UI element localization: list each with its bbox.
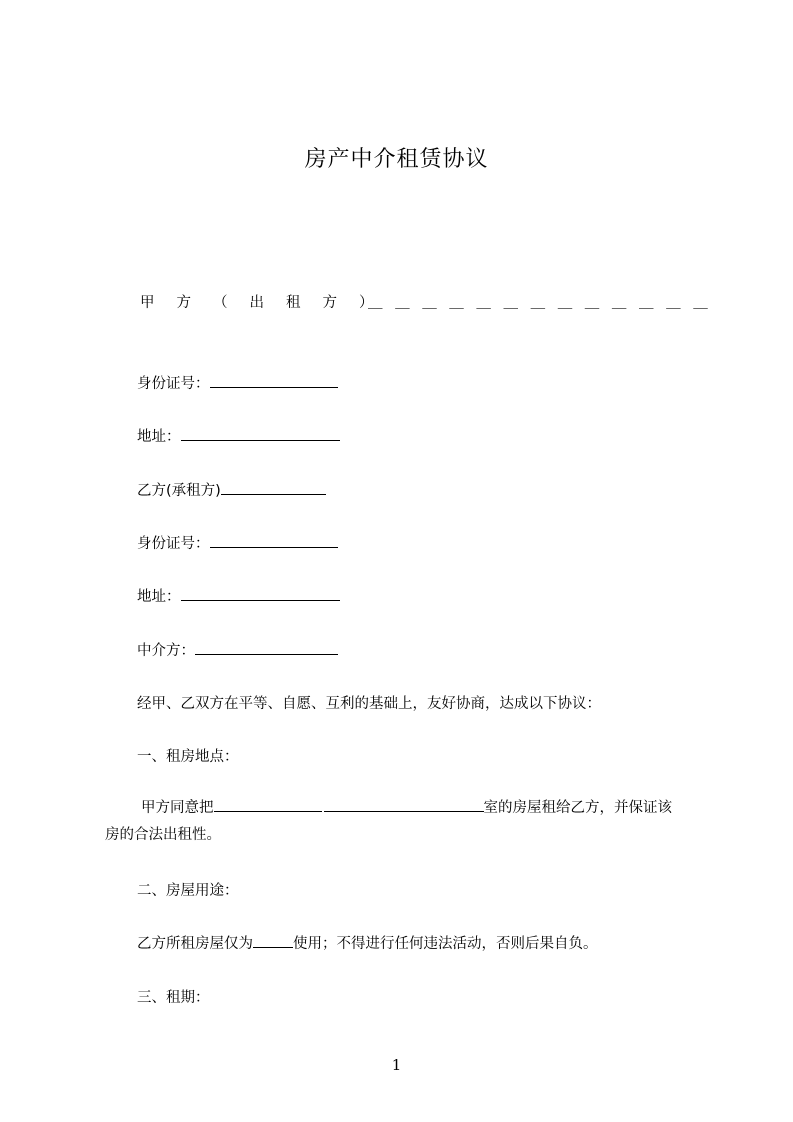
section1-blank-2 (324, 797, 484, 812)
page-number: 1 (391, 1056, 402, 1074)
party-b-line (137, 479, 326, 500)
party-a-address-blank (181, 426, 340, 441)
party-b-blank (221, 480, 326, 495)
party-b-id-label: 身份证号： (137, 536, 210, 552)
section3-heading: 三、租期： (137, 990, 210, 1006)
party-a-id-line (137, 372, 338, 393)
agent-line (137, 639, 338, 660)
party-a-label-text: 甲方（出租方） (140, 295, 396, 311)
section1-heading: 一、租房地点： (137, 749, 239, 765)
section1-pre: 甲方同意把 (141, 800, 214, 816)
party-b-address-blank (181, 586, 340, 601)
section2-paragraph (137, 932, 598, 953)
party-a-blank: ＿＿＿＿＿＿＿＿＿＿＿＿＿ (368, 295, 721, 311)
section1-blank-1 (214, 797, 322, 812)
party-b-id-line (137, 532, 338, 553)
section1-post: 室的房屋租给乙方，并保证该 (483, 800, 672, 816)
party-a-address-label: 地址： (137, 429, 181, 445)
section1-paragraph (105, 795, 705, 849)
section1-line2: 房的合法出租性。 (105, 827, 221, 843)
party-a-address-line (137, 425, 340, 446)
section2-pre: 乙方所租房屋仅为 (137, 936, 253, 952)
party-b-label: 乙方(承租方) (137, 483, 221, 499)
section2-blank (253, 933, 293, 948)
party-a-label (140, 291, 396, 312)
party-a-id-label: 身份证号： (137, 376, 210, 392)
party-b-address-label: 地址： (137, 589, 181, 605)
agent-label: 中介方： (137, 643, 195, 659)
intro-paragraph: 经甲、乙双方在平等、自愿、互利的基础上，友好协商，达成以下协议： (137, 696, 601, 712)
agent-blank (195, 640, 338, 655)
section2-heading: 二、房屋用途： (137, 883, 239, 899)
document-title: 房产中介租赁协议 (304, 147, 489, 172)
party-b-id-blank (210, 533, 338, 548)
section2-post: 使用；不得进行任何违法活动，否则后果自负。 (293, 936, 598, 952)
party-b-address-line (137, 585, 340, 606)
party-a-id-blank (210, 373, 338, 388)
